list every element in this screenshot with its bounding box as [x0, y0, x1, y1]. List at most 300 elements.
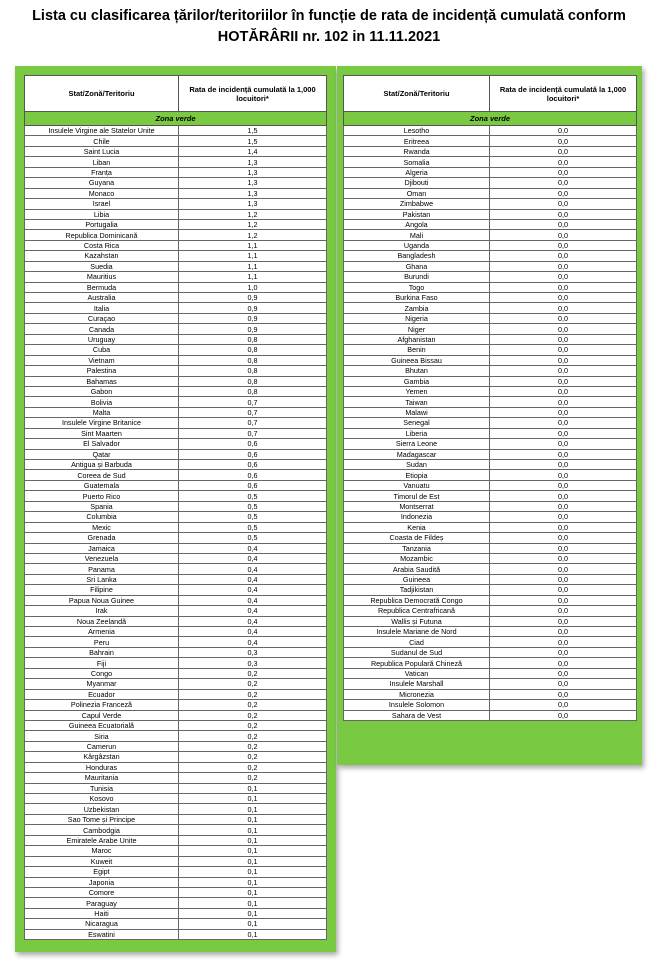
table-row [344, 293, 637, 303]
country-cell: Algeria [344, 167, 490, 177]
country-cell: Italia [25, 303, 179, 313]
table-row [25, 491, 327, 501]
table-row [344, 355, 637, 365]
rate-cell: 0,0 [490, 167, 637, 177]
rate-cell: 0,4 [179, 595, 327, 605]
country-cell: Mexic [25, 522, 179, 532]
country-cell: Bermuda [25, 282, 179, 292]
country-cell: Ciad [344, 637, 490, 647]
country-cell: Sri Lanka [25, 574, 179, 584]
table-row [25, 627, 327, 637]
header-rate: Rata de incidență cumulată la 1,000 locuitori* [490, 76, 637, 112]
country-cell: Zambia [344, 303, 490, 313]
rate-cell: 0,1 [179, 856, 327, 866]
country-cell: Bhutan [344, 366, 490, 376]
country-cell: Republica Dominicană [25, 230, 179, 240]
country-cell: Japonia [25, 877, 179, 887]
country-cell: Columbia [25, 512, 179, 522]
rate-cell: 0,2 [179, 731, 327, 741]
country-cell: Kuweit [25, 856, 179, 866]
table-row [25, 512, 327, 522]
country-cell: Senegal [344, 418, 490, 428]
rate-cell: 0,0 [490, 366, 637, 376]
country-cell: Madagascar [344, 449, 490, 459]
table-row [344, 251, 637, 261]
country-cell: Guyana [25, 178, 179, 188]
table-row [344, 585, 637, 595]
table-row [25, 533, 327, 543]
rate-cell: 0,0 [490, 313, 637, 323]
table-row [344, 418, 637, 428]
rate-cell: 0,2 [179, 762, 327, 772]
rate-cell: 1,2 [179, 219, 327, 229]
table-row [25, 178, 327, 188]
rate-cell: 0,4 [179, 606, 327, 616]
rate-cell: 0,0 [490, 627, 637, 637]
country-cell: Tanzania [344, 543, 490, 553]
rate-cell: 1,2 [179, 209, 327, 219]
rate-cell: 0,2 [179, 720, 327, 730]
table-row [344, 397, 637, 407]
classification-table-right [343, 75, 637, 721]
rate-cell: 0,0 [490, 574, 637, 584]
rate-cell: 0,0 [490, 522, 637, 532]
country-cell: Lesotho [344, 126, 490, 136]
table-row [25, 585, 327, 595]
table-row [344, 564, 637, 574]
table-row [344, 533, 637, 543]
rate-cell: 0,4 [179, 627, 327, 637]
country-cell: Afghanistan [344, 334, 490, 344]
rate-cell: 0,0 [490, 397, 637, 407]
country-cell: Kenia [344, 522, 490, 532]
table-row [344, 647, 637, 657]
rate-cell: 0,0 [490, 512, 637, 522]
table-row [25, 710, 327, 720]
rate-cell: 0,9 [179, 324, 327, 334]
table-row [344, 522, 637, 532]
country-cell: Sint Maarten [25, 428, 179, 438]
table-row [25, 407, 327, 417]
table-row [25, 668, 327, 678]
rate-cell: 0,8 [179, 376, 327, 386]
country-cell: Comore [25, 887, 179, 897]
rate-cell: 0,5 [179, 501, 327, 511]
table-row [344, 345, 637, 355]
rate-cell: 0,6 [179, 439, 327, 449]
zone-row [25, 112, 327, 126]
rate-cell: 0,2 [179, 689, 327, 699]
country-cell: Insulele Marshall [344, 679, 490, 689]
table-row [25, 366, 327, 376]
rate-cell: 0,0 [490, 418, 637, 428]
country-cell: Pakistan [344, 209, 490, 219]
rate-cell: 0,2 [179, 668, 327, 678]
rate-cell: 0,0 [490, 553, 637, 563]
country-cell: Haiti [25, 908, 179, 918]
table-row [25, 543, 327, 553]
table-row [25, 898, 327, 908]
rate-cell: 1,1 [179, 251, 327, 261]
rate-cell: 0,0 [490, 136, 637, 146]
country-cell: Puerto Rico [25, 491, 179, 501]
country-cell: Panama [25, 564, 179, 574]
table-row [344, 334, 637, 344]
table-row [25, 345, 327, 355]
zone-label: Zona verde [25, 112, 327, 126]
table-row [344, 376, 637, 386]
table-row [25, 313, 327, 323]
rate-cell: 0,0 [490, 689, 637, 699]
rate-cell: 1,3 [179, 167, 327, 177]
rate-cell: 1,2 [179, 230, 327, 240]
rate-cell: 0,4 [179, 637, 327, 647]
rate-cell: 0,0 [490, 700, 637, 710]
table-row [344, 543, 637, 553]
document-title [0, 6, 658, 48]
rate-cell: 0,0 [490, 146, 637, 156]
country-cell: Sao Tome și Principe [25, 814, 179, 824]
rate-cell: 0,1 [179, 846, 327, 856]
rate-cell: 0,5 [179, 522, 327, 532]
table-row [25, 397, 327, 407]
rate-cell: 0,5 [179, 533, 327, 543]
rate-cell: 0,1 [179, 825, 327, 835]
rate-cell: 1,3 [179, 157, 327, 167]
rate-cell: 0,0 [490, 647, 637, 657]
rate-cell: 0,0 [490, 668, 637, 678]
table-row [25, 553, 327, 563]
table-row [25, 188, 327, 198]
table-row [25, 261, 327, 271]
rate-cell: 0,3 [179, 658, 327, 668]
country-cell: Vietnam [25, 355, 179, 365]
rate-cell: 0,0 [490, 637, 637, 647]
table-row [25, 919, 327, 929]
country-cell: Uruguay [25, 334, 179, 344]
table-row [25, 564, 327, 574]
table-row [25, 700, 327, 710]
table-row [25, 887, 327, 897]
rate-cell: 0,9 [179, 293, 327, 303]
table-row [25, 804, 327, 814]
country-cell: Mozambic [344, 553, 490, 563]
country-cell: Insulele Mariane de Nord [344, 627, 490, 637]
table-row [25, 929, 327, 939]
rate-cell: 0,1 [179, 794, 327, 804]
country-cell: Sudan [344, 460, 490, 470]
country-cell: Republica Centrafricană [344, 606, 490, 616]
table-row [344, 136, 637, 146]
table-row [25, 386, 327, 396]
country-cell: Mauritania [25, 773, 179, 783]
rate-cell: 0,0 [490, 261, 637, 271]
table-row [344, 460, 637, 470]
country-cell: Liberia [344, 428, 490, 438]
country-cell: Burundi [344, 272, 490, 282]
table-row [25, 783, 327, 793]
country-cell: Eritreea [344, 136, 490, 146]
rate-cell: 0,0 [490, 606, 637, 616]
rate-cell: 1,3 [179, 188, 327, 198]
rate-cell: 0,2 [179, 752, 327, 762]
rate-cell: 0,8 [179, 386, 327, 396]
country-cell: Ecuador [25, 689, 179, 699]
table-row [344, 553, 637, 563]
country-cell: Rwanda [344, 146, 490, 156]
country-cell: Capul Verde [25, 710, 179, 720]
rate-cell: 0,2 [179, 700, 327, 710]
rate-cell: 0,0 [490, 710, 637, 720]
country-cell: Myanmar [25, 679, 179, 689]
rate-cell: 0,5 [179, 512, 327, 522]
rate-cell: 0,4 [179, 574, 327, 584]
country-cell: Cuba [25, 345, 179, 355]
rate-cell: 0,0 [490, 251, 637, 261]
rate-cell: 0,8 [179, 355, 327, 365]
rate-cell: 0,0 [490, 345, 637, 355]
table-row [344, 219, 637, 229]
rate-cell: 0,1 [179, 867, 327, 877]
table-row [344, 230, 637, 240]
table-row [344, 700, 637, 710]
table-row [344, 272, 637, 282]
country-cell: Nicaragua [25, 919, 179, 929]
country-cell: El Salvador [25, 439, 179, 449]
table-row [344, 679, 637, 689]
country-cell: Arabia Saudită [344, 564, 490, 574]
table-header-row [25, 76, 327, 112]
rate-cell: 1,1 [179, 261, 327, 271]
rate-cell: 0,0 [490, 679, 637, 689]
table-row [25, 794, 327, 804]
rate-cell: 0,0 [490, 282, 637, 292]
country-cell: Polinezia Franceză [25, 700, 179, 710]
rate-cell: 0,0 [490, 480, 637, 490]
country-cell: Tadjikistan [344, 585, 490, 595]
table-row [344, 449, 637, 459]
rate-cell: 0,1 [179, 908, 327, 918]
rate-cell: 0,0 [490, 501, 637, 511]
table-row [25, 877, 327, 887]
table-row [25, 616, 327, 626]
country-cell: Kârgâzstan [25, 752, 179, 762]
country-cell: Peru [25, 637, 179, 647]
country-cell: Guineea Ecuatorială [25, 720, 179, 730]
country-cell: Israel [25, 199, 179, 209]
table-row [344, 188, 637, 198]
rate-cell: 0,9 [179, 313, 327, 323]
rate-cell: 0,0 [490, 199, 637, 209]
country-cell: Oman [344, 188, 490, 198]
table-row [344, 480, 637, 490]
country-cell: Canada [25, 324, 179, 334]
country-cell: Paraguay [25, 898, 179, 908]
table-row [25, 199, 327, 209]
table-row [25, 418, 327, 428]
country-cell: Vanuatu [344, 480, 490, 490]
table-row [344, 595, 637, 605]
rate-cell: 0,0 [490, 376, 637, 386]
country-cell: Indonezia [344, 512, 490, 522]
rate-cell: 0,0 [490, 585, 637, 595]
country-cell: Venezuela [25, 553, 179, 563]
country-cell: Portugalia [25, 219, 179, 229]
table-row [344, 313, 637, 323]
table-row [344, 199, 637, 209]
country-cell: Camerun [25, 741, 179, 751]
country-cell: Taiwan [344, 397, 490, 407]
rate-cell: 0,0 [490, 407, 637, 417]
rate-cell: 0,2 [179, 710, 327, 720]
rate-cell: 1,3 [179, 199, 327, 209]
country-cell: Congo [25, 668, 179, 678]
table-row [344, 126, 637, 136]
table-row [344, 178, 637, 188]
country-cell: Bangladesh [344, 251, 490, 261]
rate-cell: 0,0 [490, 595, 637, 605]
classification-table-left [24, 75, 327, 940]
country-cell: Malta [25, 407, 179, 417]
rate-cell: 1,0 [179, 282, 327, 292]
table-row [344, 501, 637, 511]
table-row [25, 595, 327, 605]
country-cell: Bahrain [25, 647, 179, 657]
rate-cell: 0,1 [179, 929, 327, 939]
table-row [25, 146, 327, 156]
country-cell: Honduras [25, 762, 179, 772]
rate-cell: 0,4 [179, 543, 327, 553]
country-cell: Yemen [344, 386, 490, 396]
table-row [25, 825, 327, 835]
table-row [344, 668, 637, 678]
country-cell: Ghana [344, 261, 490, 271]
rate-cell: 0,2 [179, 741, 327, 751]
rate-cell: 0,1 [179, 887, 327, 897]
table-row [25, 856, 327, 866]
table-row [25, 230, 327, 240]
country-cell: Angola [344, 219, 490, 229]
rate-cell: 0,2 [179, 773, 327, 783]
table-row [25, 846, 327, 856]
table-row [25, 867, 327, 877]
country-cell: Saint Lucia [25, 146, 179, 156]
table-row [25, 272, 327, 282]
table-row [344, 303, 637, 313]
country-cell: Mali [344, 230, 490, 240]
country-cell: Armenia [25, 627, 179, 637]
country-cell: Insulele Solomon [344, 700, 490, 710]
table-row [344, 240, 637, 250]
table-row [25, 720, 327, 730]
header-country: Stat/Zonă/Teritoriu [344, 76, 490, 112]
country-cell: Mauritius [25, 272, 179, 282]
rate-cell: 0,0 [490, 543, 637, 553]
country-cell: Libia [25, 209, 179, 219]
country-cell: Grenada [25, 533, 179, 543]
table-row [344, 710, 637, 720]
rate-cell: 0,6 [179, 470, 327, 480]
rate-cell: 0,0 [490, 428, 637, 438]
country-cell: Montserrat [344, 501, 490, 511]
table-row [25, 428, 327, 438]
rate-cell: 0,0 [490, 491, 637, 501]
country-cell: Nigeria [344, 313, 490, 323]
country-cell: Togo [344, 282, 490, 292]
table-row [25, 762, 327, 772]
table-row [344, 167, 637, 177]
rate-cell: 0,0 [490, 324, 637, 334]
country-cell: Palestina [25, 366, 179, 376]
table-row [25, 773, 327, 783]
zone-row [344, 112, 637, 126]
table-row [25, 658, 327, 668]
country-cell: Gambia [344, 376, 490, 386]
rate-cell: 0,1 [179, 919, 327, 929]
rate-cell: 0,0 [490, 533, 637, 543]
table-row [25, 647, 327, 657]
rate-cell: 0,8 [179, 334, 327, 344]
country-cell: Micronezia [344, 689, 490, 699]
rate-cell: 0,0 [490, 157, 637, 167]
rate-cell: 1,5 [179, 126, 327, 136]
country-cell: Liban [25, 157, 179, 167]
country-cell: Somalia [344, 157, 490, 167]
country-cell: Niger [344, 324, 490, 334]
table-row [25, 814, 327, 824]
rate-cell: 1,3 [179, 178, 327, 188]
table-row [344, 324, 637, 334]
table-row [25, 480, 327, 490]
table-row [344, 470, 637, 480]
rate-cell: 0,9 [179, 303, 327, 313]
country-cell: Uzbekistan [25, 804, 179, 814]
country-cell: Tunisia [25, 783, 179, 793]
table-row [344, 491, 637, 501]
rate-cell: 0,6 [179, 480, 327, 490]
rate-cell: 0,2 [179, 679, 327, 689]
table-row [344, 157, 637, 167]
table-row [25, 522, 327, 532]
country-cell: Siria [25, 731, 179, 741]
rate-cell: 0,1 [179, 814, 327, 824]
table-row [25, 219, 327, 229]
table-row [344, 209, 637, 219]
table-row [25, 679, 327, 689]
country-cell: Antigua și Barbuda [25, 460, 179, 470]
country-cell: Malawi [344, 407, 490, 417]
rate-cell: 0,4 [179, 564, 327, 574]
table-row [25, 209, 327, 219]
rate-cell: 0,4 [179, 616, 327, 626]
country-cell: Sudanul de Sud [344, 647, 490, 657]
country-cell: Bahamas [25, 376, 179, 386]
country-cell: Guineea [344, 574, 490, 584]
table-row [25, 157, 327, 167]
rate-cell: 0,0 [490, 293, 637, 303]
rate-cell: 0,6 [179, 460, 327, 470]
table-row [25, 355, 327, 365]
rate-cell: 0,0 [490, 564, 637, 574]
table-row [25, 334, 327, 344]
rate-cell: 0,8 [179, 366, 327, 376]
table-row [25, 460, 327, 470]
rate-cell: 0,0 [490, 188, 637, 198]
rate-cell: 0,0 [490, 460, 637, 470]
table-row [25, 449, 327, 459]
rate-cell: 1,5 [179, 136, 327, 146]
rate-cell: 0,1 [179, 804, 327, 814]
